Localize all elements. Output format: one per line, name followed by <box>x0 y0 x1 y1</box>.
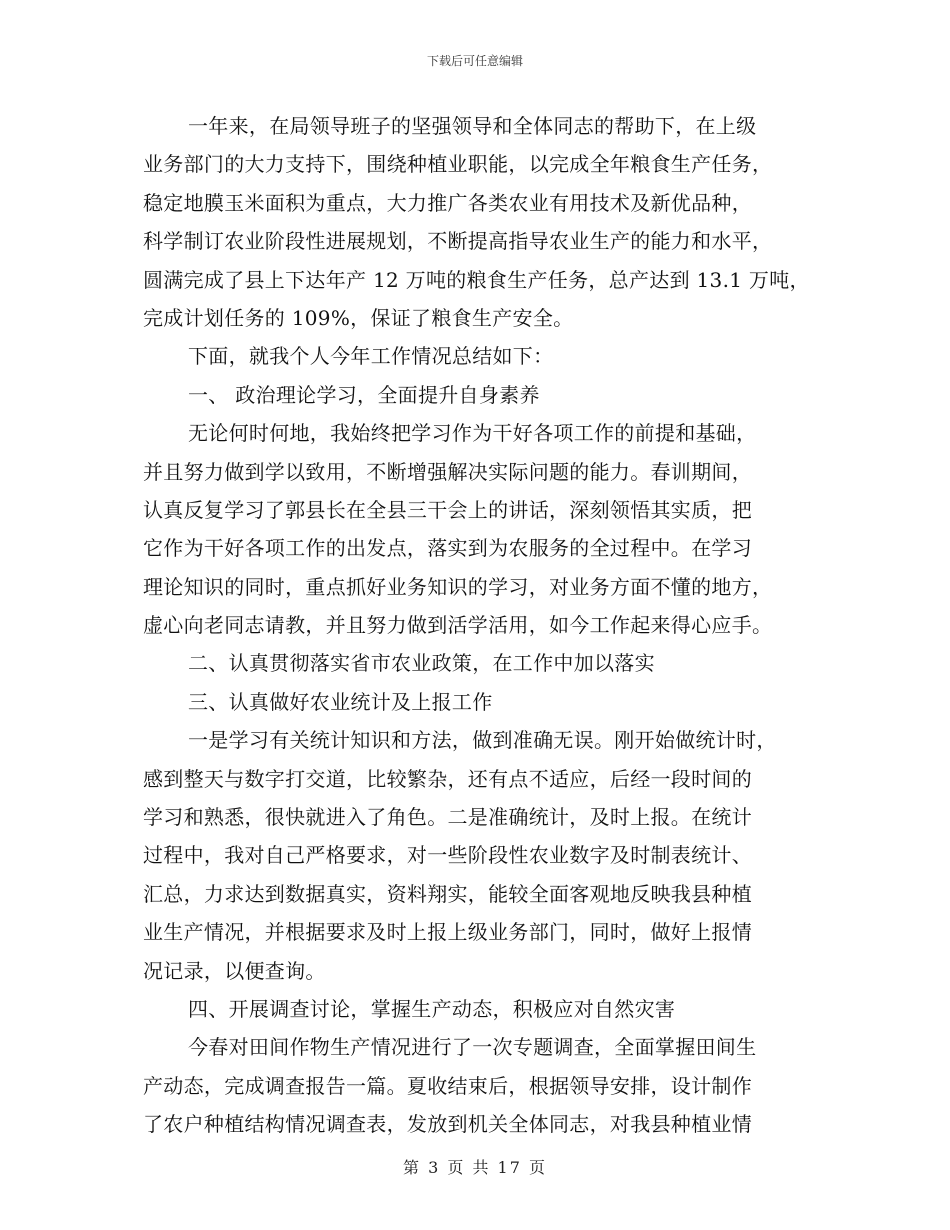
text-line: 今春对田间作物生产情况进行了一次专题调查，全面掌握田间生 <box>188 1035 757 1060</box>
text-line: 了农户种植结构情况调查表，发放到机关全体同志，对我县种植业情 <box>143 1112 752 1137</box>
text-line: 二、认真贯彻落实省市农业政策，在工作中加以落实 <box>188 651 655 676</box>
text-line: 学习和熟悉，很快就进入了角色。二是准确统计，及时上报。在统计 <box>143 805 752 830</box>
text-line: 稳定地膜玉米面积为重点，大力推广各类农业有用技术及新优品种， <box>143 190 752 215</box>
text-line: 完成计划任务的 109%，保证了粮食生产安全。 <box>143 305 574 330</box>
document-body <box>143 107 833 1144</box>
text-line: 无论何时何地，我始终把学习作为干好各项工作的前提和基础， <box>188 421 757 446</box>
text-line: 业务部门的大力支持下，围绕种植业职能，以完成全年粮食生产任务， <box>143 152 773 177</box>
text-line: 过程中，我对自己严格要求，对一些阶段性农业数字及时制表统计、 <box>143 843 752 868</box>
text-line: 科学制订农业阶段性进展规划，不断提高指导农业生产的能力和水平， <box>143 229 773 254</box>
text-line: 产动态，完成调查报告一篇。夏收结束后，根据领导安排，设计制作 <box>143 1073 752 1098</box>
text-line: 一、 政治理论学习，全面提升自身素养 <box>188 382 540 407</box>
text-line: 并且努力做到学以致用，不断增强解决实际问题的能力。春训期间， <box>143 459 752 484</box>
text-line: 感到整天与数字打交道，比较繁杂，还有点不适应，后经一段时间的 <box>143 766 752 791</box>
text-line: 三、认真做好农业统计及上报工作 <box>188 689 493 714</box>
page-header: 下载后可任意编辑 <box>426 54 523 68</box>
text-line: 业生产情况，并根据要求及时上报上级业务部门，同时，做好上报情 <box>143 920 752 945</box>
text-line: 理论知识的同时，重点抓好业务知识的学习，对业务方面不懂的地方， <box>143 574 773 599</box>
text-line: 虚心向老同志请教，并且努力做到活学活用，如今工作起来得心应手。 <box>143 613 773 638</box>
text-line: 四、开展调查讨论，掌握生产动态，积极应对自然灾害 <box>188 996 676 1021</box>
text-line: 它作为干好各项工作的出发点，落实到为农服务的全过程中。在学习 <box>143 536 752 561</box>
text-line: 况记录，以便查询。 <box>143 958 326 983</box>
text-line: 认真反复学习了郭县长在全县三干会上的讲话，深刻领悟其实质，把 <box>143 497 752 522</box>
page-number: 第 3 页 共 17 页 <box>403 1158 547 1177</box>
text-line: 一是学习有关统计知识和方法，做到准确无误。刚开始做统计时， <box>188 728 777 753</box>
text-line: 下面，就我个人今年工作情况总结如下： <box>188 344 554 369</box>
text-line: 汇总，力求达到数据真实，资料翔实，能较全面客观地反映我县种植 <box>143 881 752 906</box>
text-line: 圆满完成了县上下达年产 12 万吨的粮食生产任务，总产达到 13.1 万吨， <box>143 267 810 292</box>
text-line: 一年来，在局领导班子的坚强领导和全体同志的帮助下，在上级 <box>188 114 757 138</box>
